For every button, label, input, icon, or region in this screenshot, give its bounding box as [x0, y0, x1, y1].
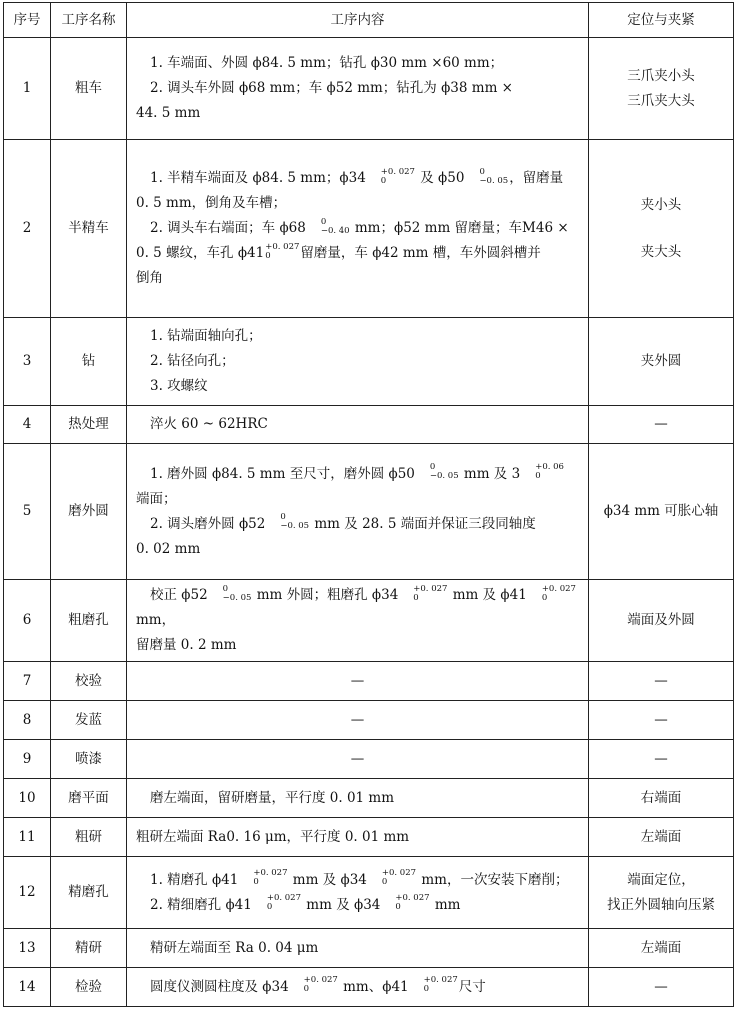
row-fixture: 左端面 [589, 929, 734, 968]
row-name: 热处理 [51, 406, 127, 444]
tolerance: 0 −0. 05 [222, 583, 252, 603]
tolerance: +0. 027 0 [303, 975, 338, 994]
row-no: 6 [4, 580, 51, 662]
table-row [4, 779, 734, 818]
table-row [4, 701, 734, 740]
row-content: 1. 精磨孔 ϕ41 +0. 027 0 mm 及 ϕ34 +0. 027 0 mm，一次安装下磨削； 2. 精细磨孔 ϕ41 +0. 027 0 mm 及 ϕ34 +0. 027 0 mm [127, 857, 589, 929]
row-no: 4 [4, 406, 51, 444]
row-fixture: — [589, 406, 734, 444]
row-name: 粗车 [51, 38, 127, 140]
tolerance: +0. 027 0 [541, 583, 576, 603]
table-row [4, 318, 734, 406]
row-name: 检验 [51, 968, 127, 1007]
row-name: 粗磨孔 [51, 580, 127, 662]
row-fixture: 夹外圆 [589, 318, 734, 406]
tolerance: +0. 027 0 [253, 868, 288, 887]
row-no: 1 [4, 38, 51, 140]
row-fixture: — [589, 740, 734, 779]
table-row [4, 968, 734, 1007]
row-name: 精磨孔 [51, 857, 127, 929]
row-content: 1. 钻端面轴向孔； 2. 钻径向孔； 3. 攻螺纹 [127, 318, 589, 406]
row-content: — [127, 740, 589, 779]
row-name: 发蓝 [51, 701, 127, 740]
header-name: 工序名称 [51, 3, 127, 38]
tolerance: +0. 027 0 [381, 868, 417, 887]
table-row [4, 444, 734, 580]
row-fixture: 端面及外圆 [589, 580, 734, 662]
row-fixture: 夹小头 夹大头 [589, 140, 734, 318]
row-fixture: 右端面 [589, 779, 734, 818]
tolerance: +0. 027 0 [423, 975, 458, 994]
row-content: 淬火 60 ~ 62HRC [127, 406, 589, 444]
row-no: 12 [4, 857, 51, 929]
row-name: 磨平面 [51, 779, 127, 818]
header-no: 序号 [4, 3, 51, 38]
row-no: 7 [4, 662, 51, 701]
tolerance: +0. 027 0 [413, 583, 448, 603]
row-name: 校验 [51, 662, 127, 701]
row-no: 8 [4, 701, 51, 740]
row-content: 磨左端面，留研磨量，平行度 0. 01 mm [127, 779, 589, 818]
table-row [4, 38, 734, 140]
tolerance: 0 −0. 40 [320, 216, 350, 236]
row-fixture: ϕ34 mm 可胀心轴 [589, 444, 734, 580]
row-content: — [127, 701, 589, 740]
row-content: 1. 磨外圆 ϕ84. 5 mm 至尺寸，磨外圆 ϕ50 0 −0. 05 mm 及 3 +0. 06 0 端面； 2. 调头磨外圆 ϕ52 0 −0. 05 mm 及 28. 5 端面并保证三段同轴度 0. 02 mm [127, 444, 589, 580]
row-no: 5 [4, 444, 51, 580]
row-fixture: 端面定位， 找正外圆轴向压紧 [589, 857, 734, 929]
row-content: 粗研左端面 Ra0. 16 μm，平行度 0. 01 mm [127, 818, 589, 857]
row-no: 11 [4, 818, 51, 857]
tolerance: +0. 06 0 [535, 462, 564, 481]
row-no: 9 [4, 740, 51, 779]
row-name: 粗研 [51, 818, 127, 857]
row-fixture: — [589, 662, 734, 701]
tolerance: +0. 027 0 [380, 166, 415, 186]
table-row [4, 857, 734, 929]
row-fixture: 三爪夹小头 三爪夹大头 [589, 38, 734, 140]
tolerance: 0 −0. 05 [429, 462, 459, 481]
row-no: 2 [4, 140, 51, 318]
row-no: 3 [4, 318, 51, 406]
row-no: 13 [4, 929, 51, 968]
row-name: 磨外圆 [51, 444, 127, 580]
row-no: 14 [4, 968, 51, 1007]
header-row [4, 3, 734, 38]
row-name: 半精车 [51, 140, 127, 318]
table-row [4, 406, 734, 444]
row-fixture: — [589, 968, 734, 1007]
row-fixture: — [589, 701, 734, 740]
row-content: — [127, 662, 589, 701]
row-name: 喷漆 [51, 740, 127, 779]
table-row [4, 662, 734, 701]
table-row [4, 580, 734, 662]
row-content: 精研左端面至 Ra 0. 04 μm [127, 929, 589, 968]
row-name: 钻 [51, 318, 127, 406]
row-content: 校正 ϕ52 0 −0. 05 mm 外圆；粗磨孔 ϕ34 +0. 027 0 mm 及 ϕ41 +0. 027 0 mm， 留磨量 0. 2 mm [127, 580, 589, 662]
row-content: 1. 半精车端面及 ϕ84. 5 mm；ϕ34 +0. 027 0 及 ϕ50 0 −0. 05 ，留磨量 0. 5 mm，倒角及车槽； 2. 调头车右端面；车 ϕ68 0 −0. 40 mm；ϕ52 mm 留磨量；车M46 × 0. 5 螺纹，车孔 ϕ41 +0. 027 0 留磨量，车 ϕ42 mm 槽，车外圆斜槽并 倒角 [127, 140, 589, 318]
process-table [3, 2, 734, 1007]
tolerance: +0. 027 0 [265, 241, 300, 261]
table-row [4, 929, 734, 968]
tolerance: +0. 027 0 [395, 893, 430, 912]
header-content: 工序内容 [127, 3, 589, 38]
header-fixture: 定位与夹紧 [589, 3, 734, 38]
table-row [4, 140, 734, 318]
row-content: 圆度仪测圆柱度及 ϕ34 +0. 027 0 mm、ϕ41 +0. 027 0 尺寸 [127, 968, 589, 1007]
tolerance: 0 −0. 05 [280, 512, 310, 531]
row-no: 10 [4, 779, 51, 818]
table-row [4, 740, 734, 779]
tolerance: 0 −0. 05 [479, 166, 509, 186]
row-fixture: 左端面 [589, 818, 734, 857]
row-name: 精研 [51, 929, 127, 968]
tolerance: +0. 027 0 [266, 893, 302, 912]
table-row [4, 818, 734, 857]
row-content: 1. 车端面、外圆 ϕ84. 5 mm；钻孔 ϕ30 mm ×60 mm； 2. 调头车外圆 ϕ68 mm；车 ϕ52 mm；钻孔为 ϕ38 mm × 44. 5 mm [127, 38, 589, 140]
